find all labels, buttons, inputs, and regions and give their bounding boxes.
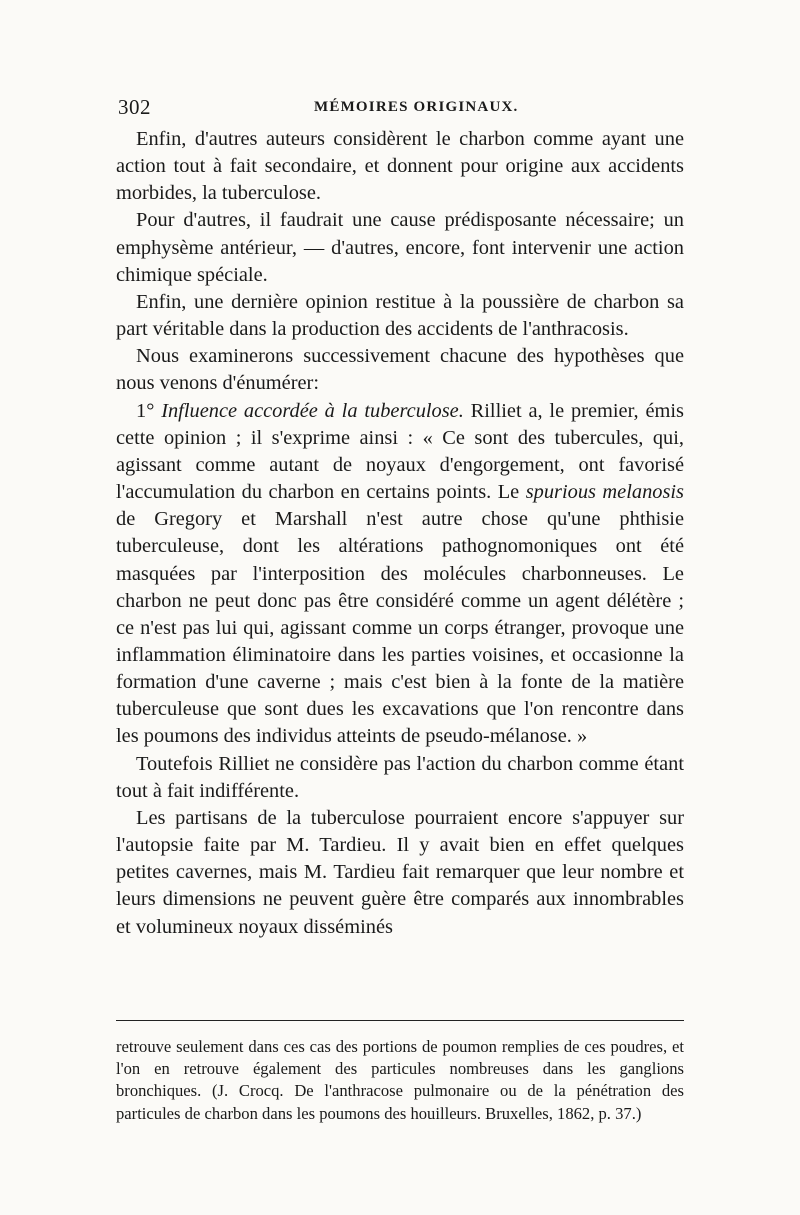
footnote-text: retrouve seulement dans ces cas des portions de poumon remplies de ces poudres, et l'on en retrouve également des particules nombreuses dans les ganglions bronchiques. (J. Crocq. De l'anthracose pulmonaire ou de la pénétration des particules de charbon dans les poumons des houilleurs. Bruxelles, 1862, p. 37.) [116, 1037, 684, 1123]
paragraph: Enfin, d'autres auteurs considèrent le charbon comme ayant une action tout à fait secondaire, et donnent pour origine aux accidents morbides, la tuberculose. [116, 128, 684, 205]
paragraph: Pour d'autres, il faudrait une cause prédisposante nécessaire; un emphysème antérieur, — d'autres, encore, font intervenir une action chimique spéciale. [116, 209, 684, 286]
main-text [116, 126, 684, 941]
page-header [118, 95, 684, 125]
paragraph-text: Rilliet a, le premier, émis cette opinion ; il s'exprime ainsi : « Ce sont des tubercules, qui, agissant comme autant de noyaux d'engorgement, ont favorisé l'accumulation du charbon en certains points. Le [116, 399, 684, 504]
paragraph-tuberculose [116, 398, 684, 751]
latin-term: spurious melanosis [525, 481, 684, 504]
paragraph: Les partisans de la tuberculose pourraient encore s'appuyer sur l'autopsie faite par M. Tardieu. Il y avait bien en effet quelques petites cavernes, mais M. Tardieu fait remarquer que leur nombre et leurs dimensions ne peuvent guère être comparés aux innombrables et volumineux noyaux disséminés [116, 806, 684, 938]
running-title: MÉMOIRES ORIGINAUX. [314, 99, 519, 115]
section-number: 1° [136, 399, 155, 422]
footnote [116, 1036, 684, 1125]
paragraph: Nous examinerons successivement chacune des hypothèses que nous venons d'énumérer: [116, 345, 684, 395]
paragraph-text: de Gregory et Marshall n'est autre chose qu'une phthisie tuberculeuse, dont les altérations pathognomoniques ont été masquées par l'interposition des molécules charbonneuses. Le charbon ne peut donc pas être considéré comme un agent délétère ; ce n'est pas lui qui, agissant comme un corps étranger, provoque une inflammation éliminatoire dans les parties voisines, et occasionne la formation d'une caverne ; mais c'est bien à la fonte de la matière tuberculeuse que sont dues les excavations que l'on rencontre dans les poumons des individus atteints de pseudo-mélanose. » [116, 508, 684, 748]
paragraph: Enfin, une dernière opinion restitue à la poussière de charbon sa part véritable dans la production des accidents de l'anthracosis. [116, 290, 684, 341]
section-heading: Influence accordée à la tuberculose. [161, 399, 464, 422]
paragraph: Toutefois Rilliet ne considère pas l'action du charbon comme étant tout à fait indifférente. [116, 752, 684, 802]
footnote-rule [116, 1020, 684, 1021]
page-number: 302 [118, 95, 151, 119]
